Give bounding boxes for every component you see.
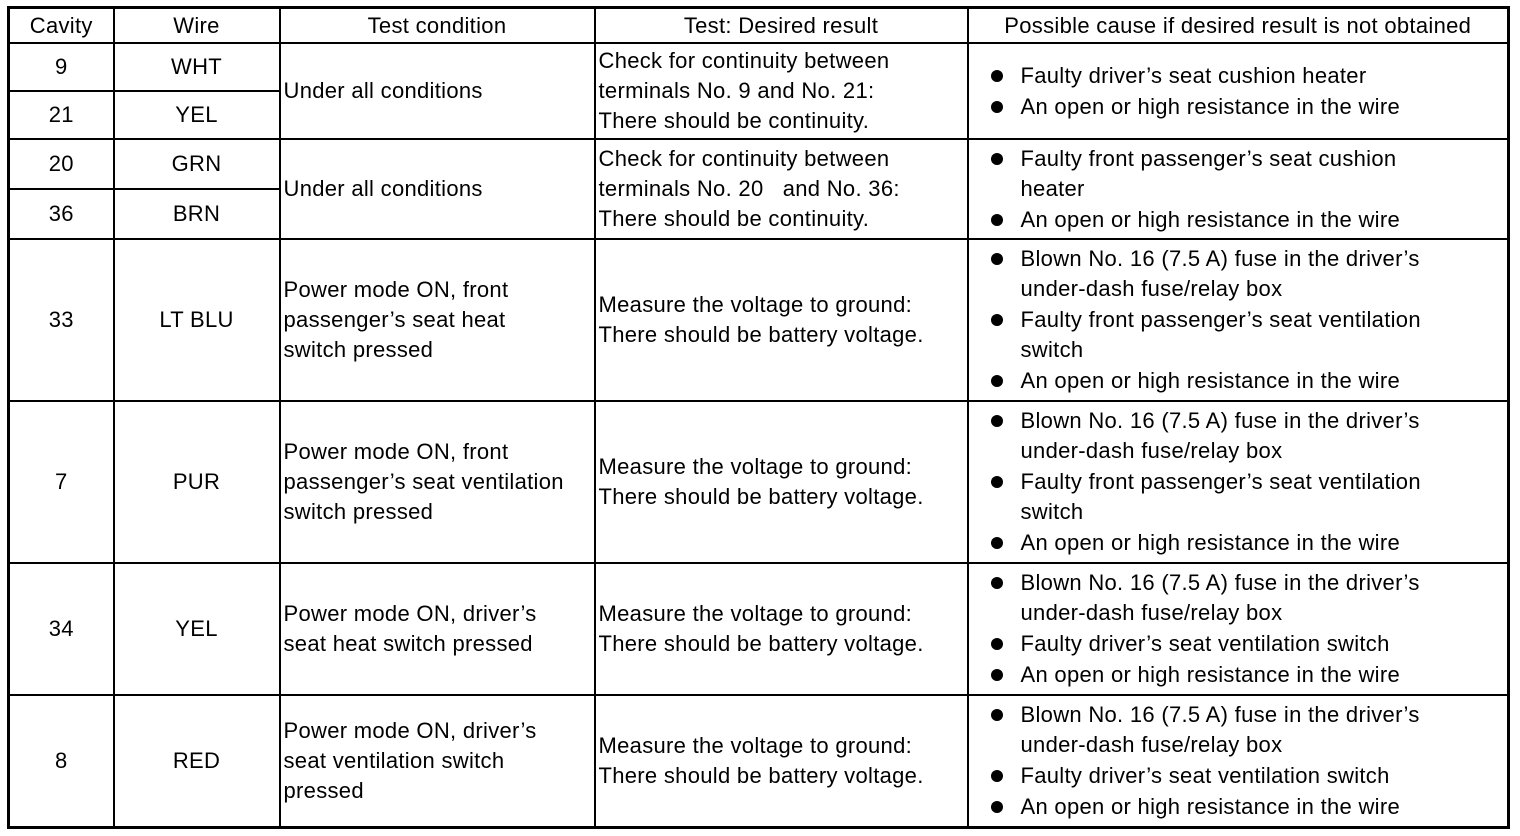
result-cell: Measure the voltage to ground: There should be battery voltage. [595,563,968,695]
result-line: There should be continuity. [598,108,870,134]
cause-item: Faulty front passenger’s seat cushion heater [989,144,1508,204]
cavity-cell: 33 [9,239,114,401]
condition-cell: Power mode ON, driver’s seat ventilation switch pressed [280,695,595,827]
result-cell [595,43,968,139]
cause-cell [968,563,1509,695]
header-cavity: Cavity [9,8,114,44]
result-cell: Measure the voltage to ground: There should be battery voltage. [595,695,968,827]
result-cell: Measure the voltage to ground: There should be battery voltage. [595,401,968,563]
header-wire: Wire [114,8,280,44]
cause-item: Blown No. 16 (7.5 A) fuse in the driver’s under-dash fuse/relay box [989,568,1508,628]
header-desired-result: Test: Desired result [595,8,968,44]
header-row [9,8,1509,44]
cavity-cell: 20 [9,139,114,189]
cause-item: An open or high resistance in the wire [989,528,1508,558]
cause-item: An open or high resistance in the wire [989,205,1508,235]
cavity-cell: 9 [9,43,114,91]
cause-item: Faulty front passenger’s seat ventilation switch [989,467,1508,527]
cause-list [969,244,1508,396]
cause-list [969,144,1508,235]
result-cell: Measure the voltage to ground: There should be battery voltage. [595,239,968,401]
wire-cell: WHT [114,43,280,91]
table-row [9,695,1509,827]
cause-list [969,406,1508,558]
table-container [7,6,1507,829]
result-cell [595,139,968,239]
table-row [9,239,1509,401]
cause-item: Faulty driver’s seat cushion heater [989,61,1508,91]
cause-item: Faulty front passenger’s seat ventilation switch [989,305,1508,365]
wire-cell: RED [114,695,280,827]
result-line: terminals No. 20 and No. 36: [598,176,900,202]
cause-cell [968,43,1509,139]
table-row [9,401,1509,563]
table-row [9,43,1509,91]
condition-cell: Power mode ON, driver’s seat heat switch pressed [280,563,595,695]
table-row [9,139,1509,189]
cause-cell [968,401,1509,563]
wire-cell: GRN [114,139,280,189]
cause-cell [968,239,1509,401]
cause-list [969,61,1508,122]
condition-cell: Under all conditions [280,43,595,139]
result-line: There should be continuity. [598,206,870,232]
cause-item: Faulty driver’s seat ventilation switch [989,761,1508,791]
wire-cell: PUR [114,401,280,563]
cause-item: Blown No. 16 (7.5 A) fuse in the driver’s under-dash fuse/relay box [989,700,1508,760]
wire-cell: YEL [114,563,280,695]
wire-cell: BRN [114,189,280,239]
cavity-cell: 34 [9,563,114,695]
cause-item: An open or high resistance in the wire [989,660,1508,690]
cavity-cell: 36 [9,189,114,239]
cavity-cell: 7 [9,401,114,563]
test-table [7,6,1510,829]
cause-item: An open or high resistance in the wire [989,792,1508,822]
cause-item: Blown No. 16 (7.5 A) fuse in the driver’s under-dash fuse/relay box [989,244,1508,304]
cause-list [969,700,1508,822]
wire-cell: YEL [114,91,280,139]
condition-cell: Power mode ON, front passenger’s seat ventilation switch pressed [280,401,595,563]
cause-item: An open or high resistance in the wire [989,92,1508,122]
cause-item: Blown No. 16 (7.5 A) fuse in the driver’s under-dash fuse/relay box [989,406,1508,466]
cavity-cell: 21 [9,91,114,139]
header-possible-cause: Possible cause if desired result is not obtained [968,8,1509,44]
result-line: Check for continuity between [598,146,890,172]
cause-cell [968,139,1509,239]
cause-item: An open or high resistance in the wire [989,366,1508,396]
result-line: terminals No. 9 and No. 21: [598,78,875,104]
wire-cell: LT BLU [114,239,280,401]
cause-item: Faulty driver’s seat ventilation switch [989,629,1508,659]
condition-cell: Under all conditions [280,139,595,239]
result-line: Check for continuity between [598,48,890,74]
table-row [9,563,1509,695]
cause-list [969,568,1508,690]
header-test-condition: Test condition [280,8,595,44]
cause-cell [968,695,1509,827]
condition-cell: Power mode ON, front passenger’s seat heat switch pressed [280,239,595,401]
cavity-cell: 8 [9,695,114,827]
